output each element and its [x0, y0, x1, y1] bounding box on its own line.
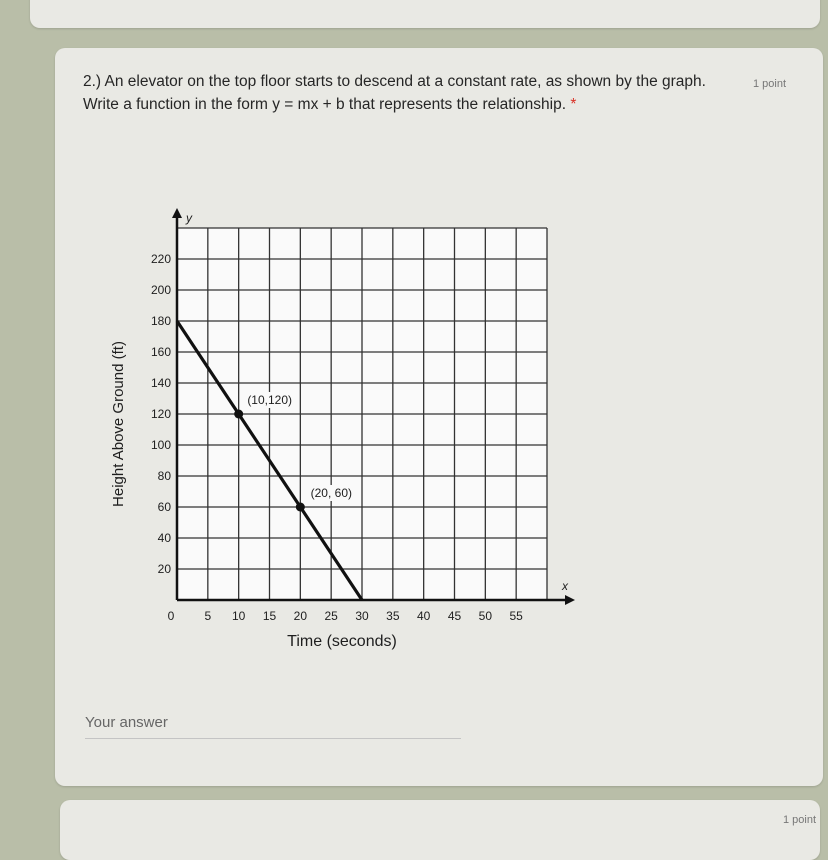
x-tick-label: 5	[204, 609, 212, 623]
data-point	[234, 410, 243, 419]
y-tick-label: 60	[157, 500, 171, 514]
question-text	[83, 70, 723, 116]
x-tick-label: 55	[509, 609, 523, 623]
previous-question-card	[30, 0, 820, 28]
x-tick-label: 30	[355, 609, 369, 623]
y-tick-label: 180	[150, 314, 171, 328]
x-tick-label: 15	[262, 609, 277, 623]
x-axis-letter: x	[562, 579, 568, 593]
x-axis-arrow	[565, 595, 575, 605]
answer-underline	[85, 738, 461, 739]
y-tick-label: 40	[157, 531, 171, 545]
y-axis-arrow	[172, 208, 182, 218]
point-label: (10,120)	[247, 393, 293, 407]
required-asterisk: *	[570, 96, 577, 113]
x-tick-label: 35	[386, 609, 400, 623]
y-tick-label: 80	[157, 469, 171, 483]
y-tick-label: 220	[150, 252, 171, 266]
elevator-graph	[95, 208, 655, 678]
y-axis-letter: y	[186, 211, 192, 225]
x-tick-label: 10	[231, 609, 246, 623]
x-tick-label: 45	[447, 609, 462, 623]
data-point	[296, 503, 305, 512]
x-tick-label: 20	[293, 609, 308, 623]
question-card	[55, 48, 823, 786]
x-tick-label: 50	[478, 609, 493, 623]
x-tick-label: 25	[324, 609, 338, 623]
point-label: (20, 60)	[310, 486, 353, 500]
y-tick-label: 20	[157, 562, 171, 576]
next-question-card	[60, 800, 820, 860]
y-tick-label: 200	[150, 283, 171, 297]
y-tick-label: 140	[150, 376, 171, 390]
x-tick-label: 0	[167, 609, 175, 623]
y-tick-label: 160	[150, 345, 171, 359]
y-tick-label: 100	[150, 438, 171, 452]
next-points-label: 1 point	[782, 814, 816, 826]
x-tick-label: 40	[416, 609, 431, 623]
x-axis-title: Time (seconds)	[287, 633, 397, 650]
y-tick-label: 120	[150, 407, 171, 421]
y-axis-title: Height Above Ground (ft)	[110, 341, 127, 507]
answer-input[interactable]: Your answer	[85, 714, 168, 731]
points-label: 1 point	[753, 78, 787, 90]
question-label: 2.) An elevator on the top floor starts to descend at a constant rate, as shown by the graph. Write a function in the form y = mx + b that represents the relationship.	[83, 73, 706, 113]
